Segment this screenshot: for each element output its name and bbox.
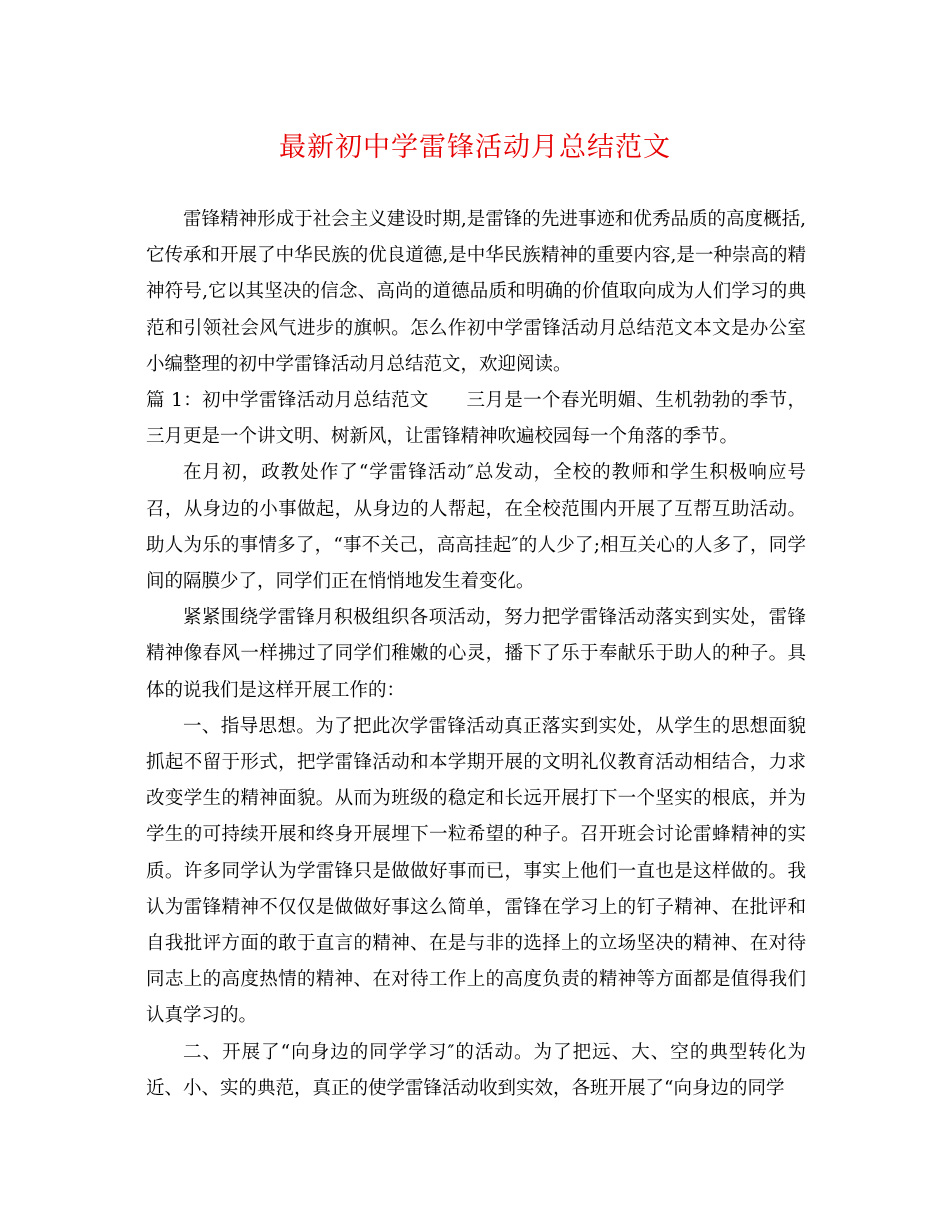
document-body xyxy=(146,202,806,1107)
paragraph-learn-from-classmates: 二、开展了“向身边的同学学习″的活动。为了把远、大、空的典型转化为近、小、实的典范，真正的使学雷锋活动收到实效，各班开展了“向身边的同学 xyxy=(146,1041,806,1099)
document-title: 最新初中学雷锋活动月总结范文 xyxy=(279,132,671,163)
paragraph-guiding-ideas: 一、指导思想。为了把此次学雷锋活动真正落实到实处，从学生的思想面貌抓起不留于形式，把学雷锋活动和本学期开展的文明礼仪教育活动相结合，力求改变学生的精神面貌。从而为班级的稳定和长远开展打下一个坚实的根底，并为学生的可持续开展和终身开展埋下一粒希望的种子。召开班会讨论雷蜂精神的实质。许多同学认为学雷锋只是做做好事而已，事实上他们一直也是这样做的。我认为雷锋精神不仅仅是做做好事这么简单，雷锋在学习上的钉子精神、在批评和自我批评方面的敢于直言的精神、在是与非的选择上的立场坚决的精神、在对待同志上的高度热情的精神、在对待工作上的高度负责的精神等方面都是值得我们认真学习的。 xyxy=(146,715,806,1027)
paragraph-intro: 雷锋精神形成于社会主义建设时期,是雷锋的先进事迹和优秀品质的高度概括,它传承和开展了中华民族的优良道德,是中华民族精神的重要内容,是一种崇高的精神符号,它以其坚决的信念、高尚的道德品质和明确的价值取向成为人们学习的典范和引领社会风气进步的旗帜。怎么作初中学雷锋活动月总结范文本文是办公室小编整理的初中学雷锋活动月总结范文，欢迎阅读。 xyxy=(146,209,806,375)
paragraph-early-month: 在月初，政教处作了“学雷锋活动″总发动，全校的教师和学生积极响应号召，从身边的小事做起，从身边的人帮起，在全校范围内开展了互帮互助活动。助人为乐的事情多了，“事不关己，高高挂起″的人少了;相互关心的人多了，同学间的隔膜少了，同学们正在悄悄地发生着变化。 xyxy=(146,462,806,593)
paragraph-chapter-1: 篇 1：初中学雷锋活动月总结范文 三月是一个春光明媚、生机勃勃的季节，三月更是一个讲文明、树新风，让雷锋精神吹遍校园每一个角落的季节。 xyxy=(146,390,806,448)
paragraph-activities: 紧紧围绕学雷锋月积极组织各项活动，努力把学雷锋活动落实到实处，雷锋精神像春风一样拂过了同学们稚嫩的心灵，播下了乐于奉献乐于助人的种子。具体的说我们是这样开展工作的： xyxy=(146,607,806,701)
